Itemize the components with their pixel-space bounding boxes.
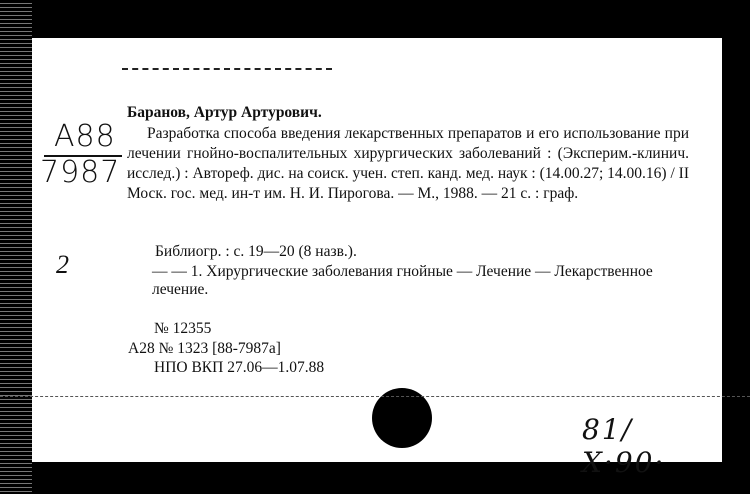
author-heading: Баранов, Артур Артурович. [127, 104, 322, 121]
catalog-number: А28 № 1323 [88-7987а] [128, 340, 281, 357]
lower-dashed-line [0, 396, 750, 397]
record-number: № 12355 [154, 320, 212, 337]
bibliography-line: Библиогр. : с. 19—20 (8 назв.). [155, 243, 357, 260]
shelfmark-bottom: 7987 [40, 155, 121, 190]
punch-hole [372, 388, 432, 448]
catalog-card [32, 38, 722, 479]
description-paragraph: Разработка способа введения лекарственных препаратов и его использование при лечении гнойно-воспалительных хирургических заболеваний : (Эксперим.-клинич. исслед.) : Автореф. дис. на соиск. учен. степ. канд. мед. наук : (14.00.27; 14.00.16) / II Моск. гос. мед. ин-т им. Н. И. Пирогова. — М., 1988. — 21 с. : граф. [127, 125, 689, 202]
margin-mark: 2 [56, 250, 69, 279]
top-dashed-line [122, 68, 332, 70]
card-left-edge [0, 0, 32, 494]
subject-line: — — 1. Хирургические заболевания гнойные — Лечение — Лекарственное лечение. [152, 263, 653, 298]
npo-line: НПО ВКП 27.06—1.07.88 [154, 359, 325, 376]
shelfmark-top: А88 [54, 119, 116, 154]
handwritten-date: 81/ X·90· [582, 413, 666, 479]
